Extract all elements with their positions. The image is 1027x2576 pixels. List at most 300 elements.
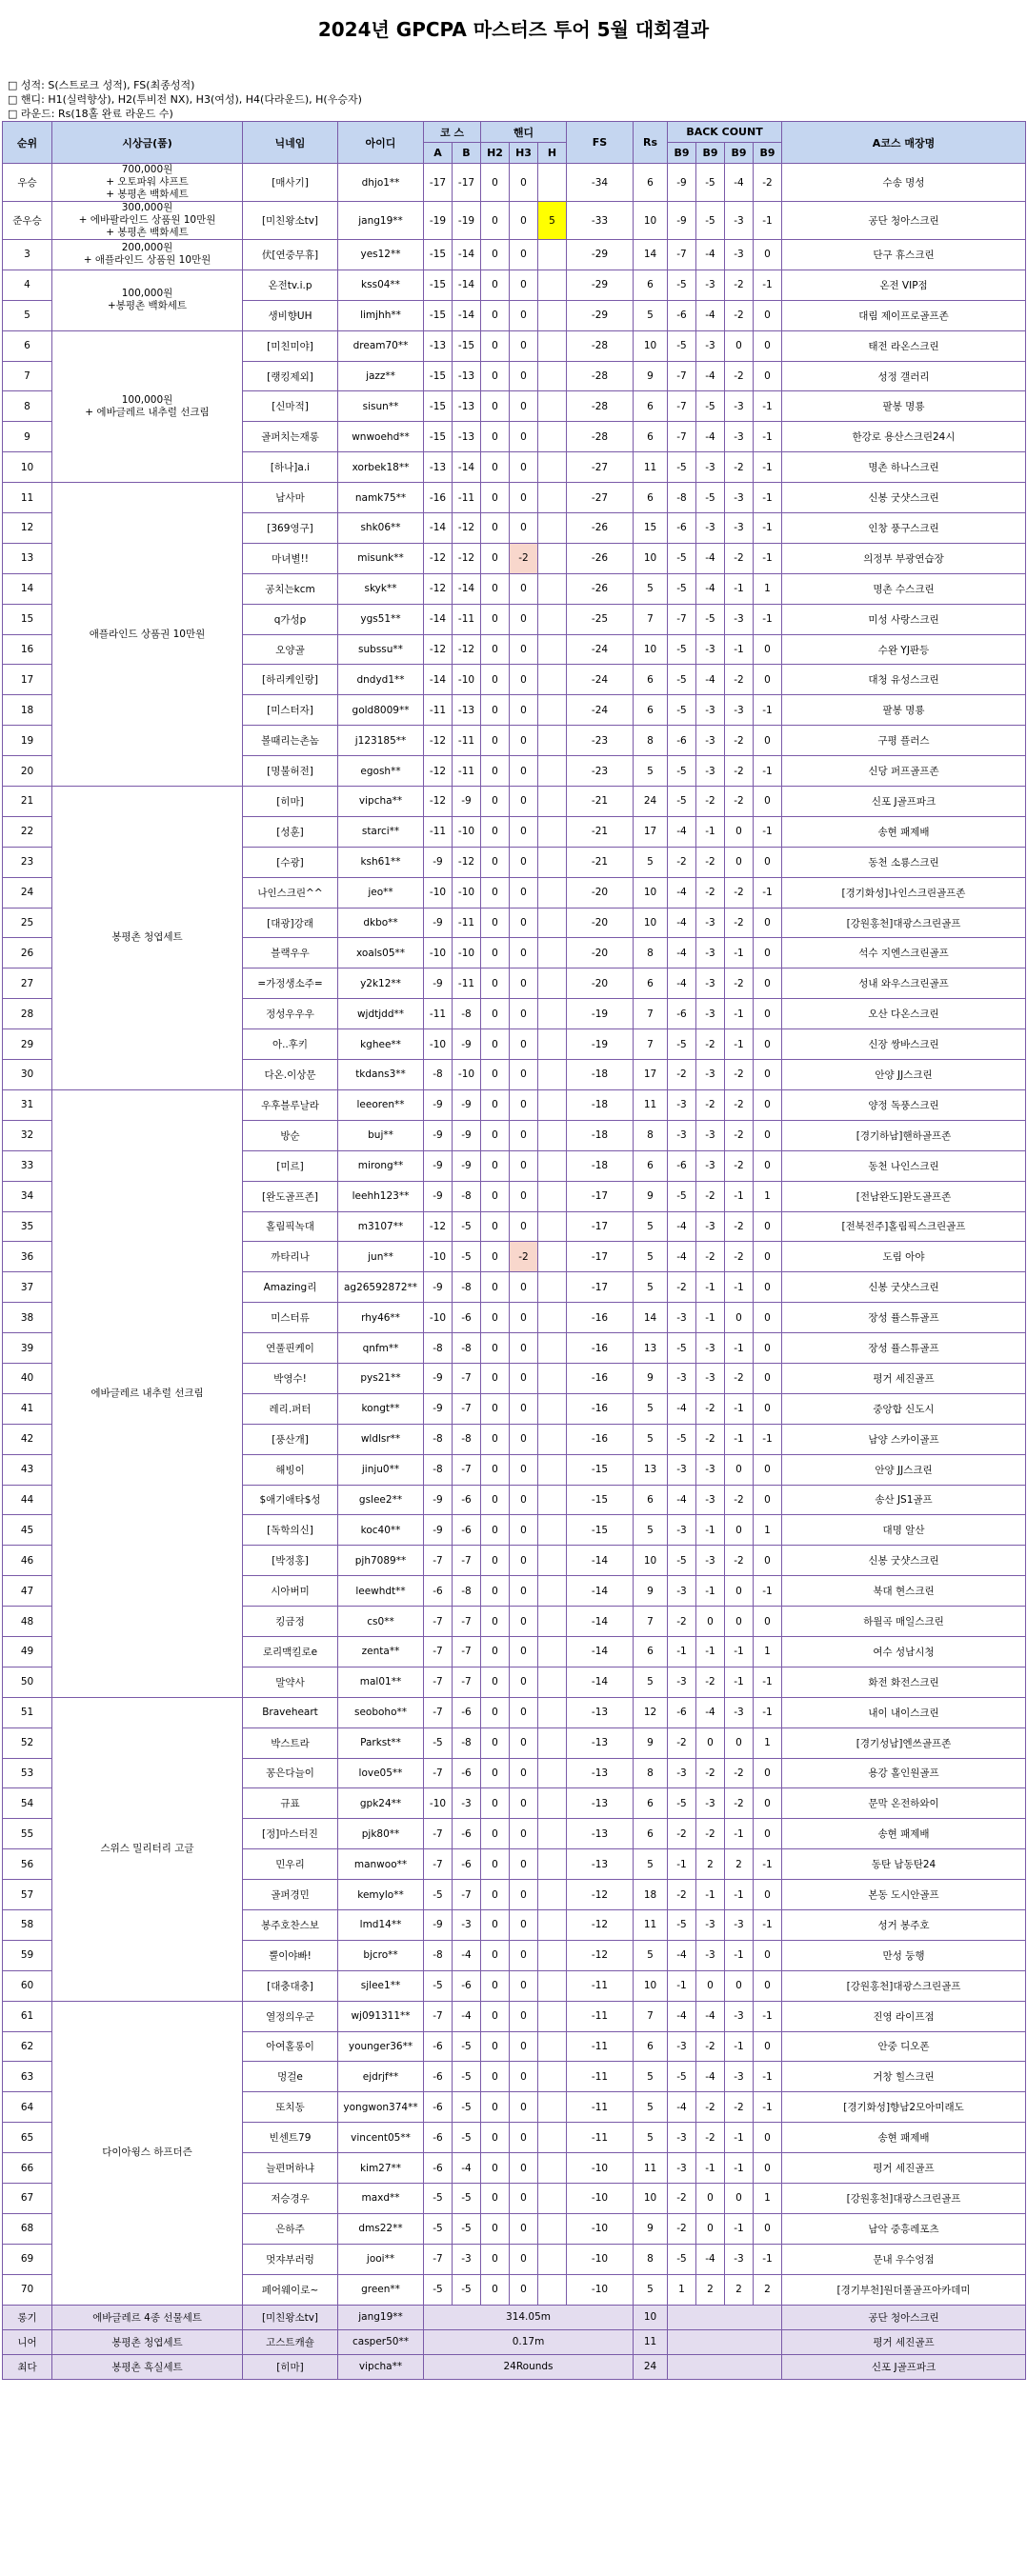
award-blank bbox=[668, 2329, 782, 2354]
cell-rank: 67 bbox=[3, 2184, 52, 2214]
cell-rounds: 5 bbox=[634, 756, 668, 787]
prize-cell: 스위스 밀리터리 고글 bbox=[52, 1697, 243, 2001]
cell-user-id: leewhdt** bbox=[338, 1576, 424, 1607]
cell-store-name: 단구 휴스크린 bbox=[782, 240, 1026, 270]
cell-store-name: 진영 라이프점 bbox=[782, 2001, 1026, 2031]
cell-back9-1: -3 bbox=[668, 1454, 696, 1485]
cell-back9-4: -1 bbox=[754, 604, 782, 634]
cell-store-name: 대청 유성스크린 bbox=[782, 665, 1026, 695]
cell-nickname: 레리.퍼터 bbox=[243, 1393, 338, 1424]
cell-rank: 56 bbox=[3, 1849, 52, 1880]
cell-handicap-h2: 0 bbox=[481, 270, 510, 300]
cell-user-id: mirong** bbox=[338, 1150, 424, 1181]
cell-back9-2: -3 bbox=[696, 726, 725, 756]
cell-score-b: -5 bbox=[453, 1242, 481, 1272]
cell-back9-1: -4 bbox=[668, 816, 696, 847]
cell-score-a: -9 bbox=[424, 1089, 453, 1120]
cell-final-score: -11 bbox=[567, 2092, 634, 2123]
cell-handicap-h3: 0 bbox=[510, 2031, 538, 2062]
cell-rounds: 6 bbox=[634, 422, 668, 452]
cell-nickname: 정성우우우 bbox=[243, 999, 338, 1029]
cell-score-a: -7 bbox=[424, 1819, 453, 1849]
cell-back9-1: -5 bbox=[668, 1788, 696, 1819]
cell-back9-3: -1 bbox=[725, 1333, 754, 1364]
cell-back9-4: 1 bbox=[754, 2184, 782, 2214]
cell-final-score: -14 bbox=[567, 1546, 634, 1576]
cell-back9-4: 0 bbox=[754, 1546, 782, 1576]
cell-handicap-h2: 0 bbox=[481, 2244, 510, 2274]
cell-handicap-h2: 0 bbox=[481, 2213, 510, 2244]
header-h: H bbox=[538, 143, 567, 164]
cell-final-score: -26 bbox=[567, 573, 634, 604]
cell-rank: 54 bbox=[3, 1788, 52, 1819]
cell-handicap-h bbox=[538, 2184, 567, 2214]
cell-rank: 57 bbox=[3, 1880, 52, 1910]
cell-back9-4: 0 bbox=[754, 2123, 782, 2153]
cell-store-name: 평거 세진골프 bbox=[782, 1363, 1026, 1393]
cell-handicap-h3: 0 bbox=[510, 877, 538, 908]
cell-nickname: $애기애타$성 bbox=[243, 1485, 338, 1515]
cell-back9-2: -4 bbox=[696, 2001, 725, 2031]
cell-store-name: 송현 패제배 bbox=[782, 2123, 1026, 2153]
cell-user-id: buj** bbox=[338, 1120, 424, 1150]
cell-handicap-h2: 0 bbox=[481, 1788, 510, 1819]
cell-user-id: jazz** bbox=[338, 361, 424, 391]
cell-handicap-h2: 0 bbox=[481, 816, 510, 847]
header-back-count: BACK COUNT bbox=[668, 122, 782, 143]
cell-score-b: -11 bbox=[453, 726, 481, 756]
cell-score-b: -4 bbox=[453, 2001, 481, 2031]
cell-final-score: -21 bbox=[567, 847, 634, 877]
cell-back9-2: -2 bbox=[696, 847, 725, 877]
cell-store-name: [전북전주]홀림픽스크린골프 bbox=[782, 1211, 1026, 1242]
cell-handicap-h2: 0 bbox=[481, 300, 510, 330]
cell-store-name: 온전 VIP점 bbox=[782, 270, 1026, 300]
cell-user-id: ejdrjf** bbox=[338, 2062, 424, 2092]
cell-back9-2: -1 bbox=[696, 1303, 725, 1333]
cell-rounds: 10 bbox=[634, 543, 668, 573]
cell-rank: 19 bbox=[3, 726, 52, 756]
cell-handicap-h bbox=[538, 1576, 567, 1607]
cell-store-name: 명촌 하나스크린 bbox=[782, 452, 1026, 483]
cell-handicap-h2: 0 bbox=[481, 1607, 510, 1637]
cell-rank: 30 bbox=[3, 1060, 52, 1090]
cell-back9-3: 0 bbox=[725, 847, 754, 877]
cell-store-name: [전남완도]완도골프존 bbox=[782, 1181, 1026, 1211]
cell-user-id: jinju0** bbox=[338, 1454, 424, 1485]
cell-rank: 7 bbox=[3, 361, 52, 391]
cell-back9-4: 0 bbox=[754, 2213, 782, 2244]
cell-nickname: 저승경우 bbox=[243, 2184, 338, 2214]
cell-back9-4: 0 bbox=[754, 726, 782, 756]
cell-handicap-h2: 0 bbox=[481, 968, 510, 999]
header-store: A코스 매장명 bbox=[782, 122, 1026, 164]
cell-nickname: [하나]a.i bbox=[243, 452, 338, 483]
cell-back9-2: -2 bbox=[696, 787, 725, 817]
cell-handicap-h3: 0 bbox=[510, 391, 538, 422]
cell-store-name: 문내 우수엉점 bbox=[782, 2244, 1026, 2274]
cell-score-b: -13 bbox=[453, 391, 481, 422]
cell-back9-2: -2 bbox=[696, 1242, 725, 1272]
cell-store-name: 석수 지엔스크린골프 bbox=[782, 938, 1026, 968]
cell-handicap-h3: 0 bbox=[510, 634, 538, 665]
cell-rounds: 11 bbox=[634, 1089, 668, 1120]
cell-user-id: Parkst** bbox=[338, 1727, 424, 1758]
award-blank bbox=[668, 2354, 782, 2379]
cell-nickname: 골퍼경민 bbox=[243, 1880, 338, 1910]
cell-score-b: -6 bbox=[453, 1697, 481, 1727]
award-blank bbox=[668, 2305, 782, 2329]
cell-user-id: gpk24** bbox=[338, 1788, 424, 1819]
award-rounds: 24 bbox=[634, 2354, 668, 2379]
cell-handicap-h bbox=[538, 1242, 567, 1272]
cell-back9-4: 0 bbox=[754, 1970, 782, 2001]
award-row bbox=[3, 2354, 1026, 2379]
cell-nickname: 미스터류 bbox=[243, 1303, 338, 1333]
cell-back9-2: -3 bbox=[696, 634, 725, 665]
cell-store-name: 안양 JJ스크린 bbox=[782, 1060, 1026, 1090]
cell-back9-4: 0 bbox=[754, 1242, 782, 1272]
cell-handicap-h bbox=[538, 422, 567, 452]
cell-handicap-h bbox=[538, 1849, 567, 1880]
cell-rank: 35 bbox=[3, 1211, 52, 1242]
cell-score-a: -12 bbox=[424, 543, 453, 573]
prize-cell: 300,000원 + 에바팔라인드 상품원 10만원 + 봉평촌 백화세트 bbox=[52, 202, 243, 240]
award-row bbox=[3, 2305, 1026, 2329]
cell-handicap-h2: 0 bbox=[481, 2062, 510, 2092]
cell-handicap-h2: 0 bbox=[481, 422, 510, 452]
cell-handicap-h2: 0 bbox=[481, 1849, 510, 1880]
cell-user-id: jeo** bbox=[338, 877, 424, 908]
cell-score-a: -7 bbox=[424, 1667, 453, 1697]
cell-final-score: -10 bbox=[567, 2274, 634, 2305]
cell-store-name: 신봉 굿샷스크린 bbox=[782, 1272, 1026, 1303]
cell-back9-3: -2 bbox=[725, 1089, 754, 1120]
cell-back9-2: -3 bbox=[696, 1363, 725, 1393]
cell-store-name: [경기하남]핸하골프존 bbox=[782, 1120, 1026, 1150]
cell-back9-1: -9 bbox=[668, 202, 696, 240]
award-nickname: [히마] bbox=[243, 2354, 338, 2379]
cell-nickname: [성훈] bbox=[243, 816, 338, 847]
cell-back9-2: -5 bbox=[696, 391, 725, 422]
cell-final-score: -12 bbox=[567, 1909, 634, 1940]
cell-rank: 18 bbox=[3, 695, 52, 726]
cell-handicap-h2: 0 bbox=[481, 1546, 510, 1576]
cell-user-id: kim27** bbox=[338, 2153, 424, 2184]
cell-score-b: -12 bbox=[453, 513, 481, 544]
cell-handicap-h3: 0 bbox=[510, 695, 538, 726]
cell-nickname: [대광]강래 bbox=[243, 908, 338, 938]
cell-user-id: subssu** bbox=[338, 634, 424, 665]
cell-handicap-h3: 0 bbox=[510, 1697, 538, 1727]
cell-nickname: 볼때리는촌놈 bbox=[243, 726, 338, 756]
cell-nickname: [정]마스터진 bbox=[243, 1819, 338, 1849]
cell-back9-3: 0 bbox=[725, 1303, 754, 1333]
cell-score-a: -13 bbox=[424, 452, 453, 483]
cell-handicap-h3: 0 bbox=[510, 604, 538, 634]
cell-score-b: -17 bbox=[453, 164, 481, 202]
cell-back9-2: -2 bbox=[696, 2092, 725, 2123]
cell-nickname: 멍걸e bbox=[243, 2062, 338, 2092]
cell-rounds: 8 bbox=[634, 2244, 668, 2274]
cell-nickname: 박스트라 bbox=[243, 1727, 338, 1758]
cell-score-b: -9 bbox=[453, 1089, 481, 1120]
cell-handicap-h3: 0 bbox=[510, 908, 538, 938]
cell-user-id: bjcro** bbox=[338, 1940, 424, 1970]
cell-final-score: -23 bbox=[567, 756, 634, 787]
cell-back9-3: -1 bbox=[725, 634, 754, 665]
cell-back9-2: -5 bbox=[696, 483, 725, 513]
cell-rank: 46 bbox=[3, 1546, 52, 1576]
cell-back9-3: -1 bbox=[725, 938, 754, 968]
cell-handicap-h3: 0 bbox=[510, 1485, 538, 1515]
cell-back9-3: -3 bbox=[725, 513, 754, 544]
cell-handicap-h3: 0 bbox=[510, 938, 538, 968]
cell-final-score: -16 bbox=[567, 1424, 634, 1454]
cell-back9-4: -1 bbox=[754, 543, 782, 573]
cell-user-id: ygs51** bbox=[338, 604, 424, 634]
cell-score-b: -5 bbox=[453, 2184, 481, 2214]
cell-rounds: 5 bbox=[634, 2092, 668, 2123]
cell-handicap-h3: 0 bbox=[510, 2213, 538, 2244]
cell-user-id: zenta** bbox=[338, 1636, 424, 1667]
cell-score-a: -17 bbox=[424, 164, 453, 202]
cell-store-name: 수완 YJ판등 bbox=[782, 634, 1026, 665]
cell-store-name: 동천 소룡스크린 bbox=[782, 847, 1026, 877]
cell-rounds: 6 bbox=[634, 1636, 668, 1667]
cell-rank: 29 bbox=[3, 1029, 52, 1060]
cell-score-a: -8 bbox=[424, 1333, 453, 1364]
award-record: 24Rounds bbox=[424, 2354, 634, 2379]
cell-back9-1: -3 bbox=[668, 1120, 696, 1150]
cell-store-name: [강원홍천]대광스크린골프 bbox=[782, 908, 1026, 938]
cell-handicap-h2: 0 bbox=[481, 1150, 510, 1181]
cell-handicap-h3: 0 bbox=[510, 1576, 538, 1607]
cell-back9-4: 0 bbox=[754, 1333, 782, 1364]
cell-back9-1: -4 bbox=[668, 938, 696, 968]
cell-handicap-h bbox=[538, 2062, 567, 2092]
cell-handicap-h bbox=[538, 1150, 567, 1181]
cell-final-score: -11 bbox=[567, 2001, 634, 2031]
cell-back9-3: -2 bbox=[725, 1060, 754, 1090]
cell-store-name: 대림 제이프로골프존 bbox=[782, 300, 1026, 330]
cell-user-id: jooi** bbox=[338, 2244, 424, 2274]
cell-rounds: 6 bbox=[634, 1819, 668, 1849]
cell-back9-3: 0 bbox=[725, 2184, 754, 2214]
cell-score-b: -10 bbox=[453, 665, 481, 695]
cell-back9-2: -3 bbox=[696, 1940, 725, 1970]
cell-handicap-h3: 0 bbox=[510, 483, 538, 513]
cell-user-id: xoals05** bbox=[338, 938, 424, 968]
cell-back9-4: 0 bbox=[754, 1819, 782, 1849]
cell-score-a: -14 bbox=[424, 513, 453, 544]
cell-back9-4: 0 bbox=[754, 1758, 782, 1788]
cell-rank: 61 bbox=[3, 2001, 52, 2031]
cell-score-a: -12 bbox=[424, 634, 453, 665]
cell-rounds: 6 bbox=[634, 665, 668, 695]
cell-user-id: yongwon374** bbox=[338, 2092, 424, 2123]
cell-score-a: -14 bbox=[424, 665, 453, 695]
cell-rounds: 6 bbox=[634, 968, 668, 999]
cell-back9-4: 0 bbox=[754, 1150, 782, 1181]
cell-back9-2: -3 bbox=[696, 1546, 725, 1576]
cell-handicap-h2: 0 bbox=[481, 1060, 510, 1090]
cell-back9-4: 0 bbox=[754, 2031, 782, 2062]
cell-back9-4: 0 bbox=[754, 1272, 782, 1303]
cell-final-score: -21 bbox=[567, 787, 634, 817]
cell-back9-1: -7 bbox=[668, 240, 696, 270]
cell-nickname: Braveheart bbox=[243, 1697, 338, 1727]
cell-rounds: 5 bbox=[634, 1424, 668, 1454]
cell-handicap-h3: 0 bbox=[510, 1607, 538, 1637]
cell-back9-4: -1 bbox=[754, 816, 782, 847]
cell-rank: 69 bbox=[3, 2244, 52, 2274]
cell-back9-2: -4 bbox=[696, 361, 725, 391]
cell-final-score: -16 bbox=[567, 1393, 634, 1424]
cell-user-id: gold8009** bbox=[338, 695, 424, 726]
cell-back9-4: 0 bbox=[754, 240, 782, 270]
cell-handicap-h3: 0 bbox=[510, 2001, 538, 2031]
cell-back9-1: -5 bbox=[668, 330, 696, 361]
cell-nickname: [매사기] bbox=[243, 164, 338, 202]
cell-final-score: -20 bbox=[567, 908, 634, 938]
cell-score-a: -12 bbox=[424, 787, 453, 817]
cell-handicap-h bbox=[538, 361, 567, 391]
cell-back9-2: -4 bbox=[696, 2062, 725, 2092]
cell-rank: 17 bbox=[3, 665, 52, 695]
cell-score-a: -7 bbox=[424, 1849, 453, 1880]
cell-back9-1: -5 bbox=[668, 452, 696, 483]
cell-rounds: 5 bbox=[634, 1242, 668, 1272]
cell-nickname: 늘편머하냐 bbox=[243, 2153, 338, 2184]
cell-store-name: 동천 나인스크린 bbox=[782, 1150, 1026, 1181]
cell-score-b: -11 bbox=[453, 604, 481, 634]
prize-cell: 200,000원 + 애플라인드 상품원 10만원 bbox=[52, 240, 243, 270]
cell-back9-1: -7 bbox=[668, 391, 696, 422]
cell-user-id: maxd** bbox=[338, 2184, 424, 2214]
cell-score-b: -15 bbox=[453, 330, 481, 361]
cell-final-score: -17 bbox=[567, 1272, 634, 1303]
cell-score-a: -19 bbox=[424, 202, 453, 240]
cell-user-id: qnfm** bbox=[338, 1333, 424, 1364]
cell-back9-1: -3 bbox=[668, 2123, 696, 2153]
cell-rank: 53 bbox=[3, 1758, 52, 1788]
cell-rank: 66 bbox=[3, 2153, 52, 2184]
cell-back9-3: -1 bbox=[725, 1272, 754, 1303]
cell-back9-2: 0 bbox=[696, 1607, 725, 1637]
award-row bbox=[3, 2329, 1026, 2354]
cell-final-score: -16 bbox=[567, 1303, 634, 1333]
cell-back9-1: -5 bbox=[668, 543, 696, 573]
cell-score-b: -5 bbox=[453, 2274, 481, 2305]
cell-back9-4: -1 bbox=[754, 2244, 782, 2274]
cell-nickname: [박정홍] bbox=[243, 1546, 338, 1576]
results-table bbox=[2, 121, 1026, 2380]
cell-back9-2: -4 bbox=[696, 573, 725, 604]
cell-back9-2: -1 bbox=[696, 1272, 725, 1303]
cell-back9-1: -8 bbox=[668, 483, 696, 513]
cell-user-id: tkdans3** bbox=[338, 1060, 424, 1090]
cell-user-id: younger36** bbox=[338, 2031, 424, 2062]
cell-handicap-h bbox=[538, 968, 567, 999]
cell-score-b: -3 bbox=[453, 1788, 481, 1819]
cell-back9-2: -3 bbox=[696, 999, 725, 1029]
cell-handicap-h bbox=[538, 1181, 567, 1211]
cell-handicap-h2: 0 bbox=[481, 1727, 510, 1758]
cell-back9-1: -6 bbox=[668, 726, 696, 756]
cell-back9-4: -1 bbox=[754, 877, 782, 908]
cell-rank: 26 bbox=[3, 938, 52, 968]
cell-handicap-h2: 0 bbox=[481, 361, 510, 391]
cell-back9-4: -1 bbox=[754, 1667, 782, 1697]
cell-user-id: j123185** bbox=[338, 726, 424, 756]
cell-back9-4: 0 bbox=[754, 300, 782, 330]
cell-rounds: 12 bbox=[634, 1697, 668, 1727]
cell-nickname: 로리맥킬로e bbox=[243, 1636, 338, 1667]
cell-nickname: [수광] bbox=[243, 847, 338, 877]
cell-user-id: pys21** bbox=[338, 1363, 424, 1393]
cell-rank: 42 bbox=[3, 1424, 52, 1454]
cell-handicap-h bbox=[538, 938, 567, 968]
cell-score-b: -19 bbox=[453, 202, 481, 240]
cell-final-score: -17 bbox=[567, 1181, 634, 1211]
cell-back9-2: -3 bbox=[696, 1909, 725, 1940]
cell-back9-3: -1 bbox=[725, 1636, 754, 1667]
cell-back9-2: -1 bbox=[696, 816, 725, 847]
cell-rounds: 13 bbox=[634, 1333, 668, 1364]
cell-user-id: vincent05** bbox=[338, 2123, 424, 2153]
cell-score-b: -5 bbox=[453, 2031, 481, 2062]
cell-handicap-h bbox=[538, 391, 567, 422]
table-row bbox=[3, 483, 1026, 513]
award-store-name: 평거 세진골프 bbox=[782, 2329, 1026, 2354]
cell-handicap-h3: 0 bbox=[510, 1788, 538, 1819]
cell-back9-2: -2 bbox=[696, 1181, 725, 1211]
cell-nickname: [369영구] bbox=[243, 513, 338, 544]
cell-score-b: -6 bbox=[453, 1849, 481, 1880]
cell-back9-2: -3 bbox=[696, 1150, 725, 1181]
cell-user-id: dkbo** bbox=[338, 908, 424, 938]
cell-store-name: [경기성남]엔쓰골프존 bbox=[782, 1727, 1026, 1758]
cell-final-score: -11 bbox=[567, 1970, 634, 2001]
cell-handicap-h bbox=[538, 270, 567, 300]
cell-back9-3: -3 bbox=[725, 240, 754, 270]
cell-back9-4: 0 bbox=[754, 968, 782, 999]
cell-back9-2: -3 bbox=[696, 1211, 725, 1242]
cell-rounds: 11 bbox=[634, 1909, 668, 1940]
cell-back9-3: -2 bbox=[725, 361, 754, 391]
cell-back9-1: -5 bbox=[668, 787, 696, 817]
cell-store-name: [강원홍천]대광스크린골프 bbox=[782, 1970, 1026, 2001]
cell-final-score: -24 bbox=[567, 665, 634, 695]
cell-back9-1: -5 bbox=[668, 756, 696, 787]
cell-back9-3: 0 bbox=[725, 1454, 754, 1485]
cell-rounds: 10 bbox=[634, 2184, 668, 2214]
cell-back9-3: -3 bbox=[725, 604, 754, 634]
cell-back9-3: -2 bbox=[725, 665, 754, 695]
cell-handicap-h bbox=[538, 1909, 567, 1940]
cell-user-id: leeoren** bbox=[338, 1089, 424, 1120]
cell-handicap-h3: 0 bbox=[510, 1849, 538, 1880]
cell-handicap-h bbox=[538, 2244, 567, 2274]
cell-handicap-h3: 0 bbox=[510, 816, 538, 847]
cell-back9-1: -6 bbox=[668, 999, 696, 1029]
cell-back9-3: -3 bbox=[725, 1697, 754, 1727]
cell-rounds: 5 bbox=[634, 1849, 668, 1880]
cell-score-b: -9 bbox=[453, 787, 481, 817]
cell-handicap-h bbox=[538, 1363, 567, 1393]
cell-rounds: 10 bbox=[634, 1970, 668, 2001]
